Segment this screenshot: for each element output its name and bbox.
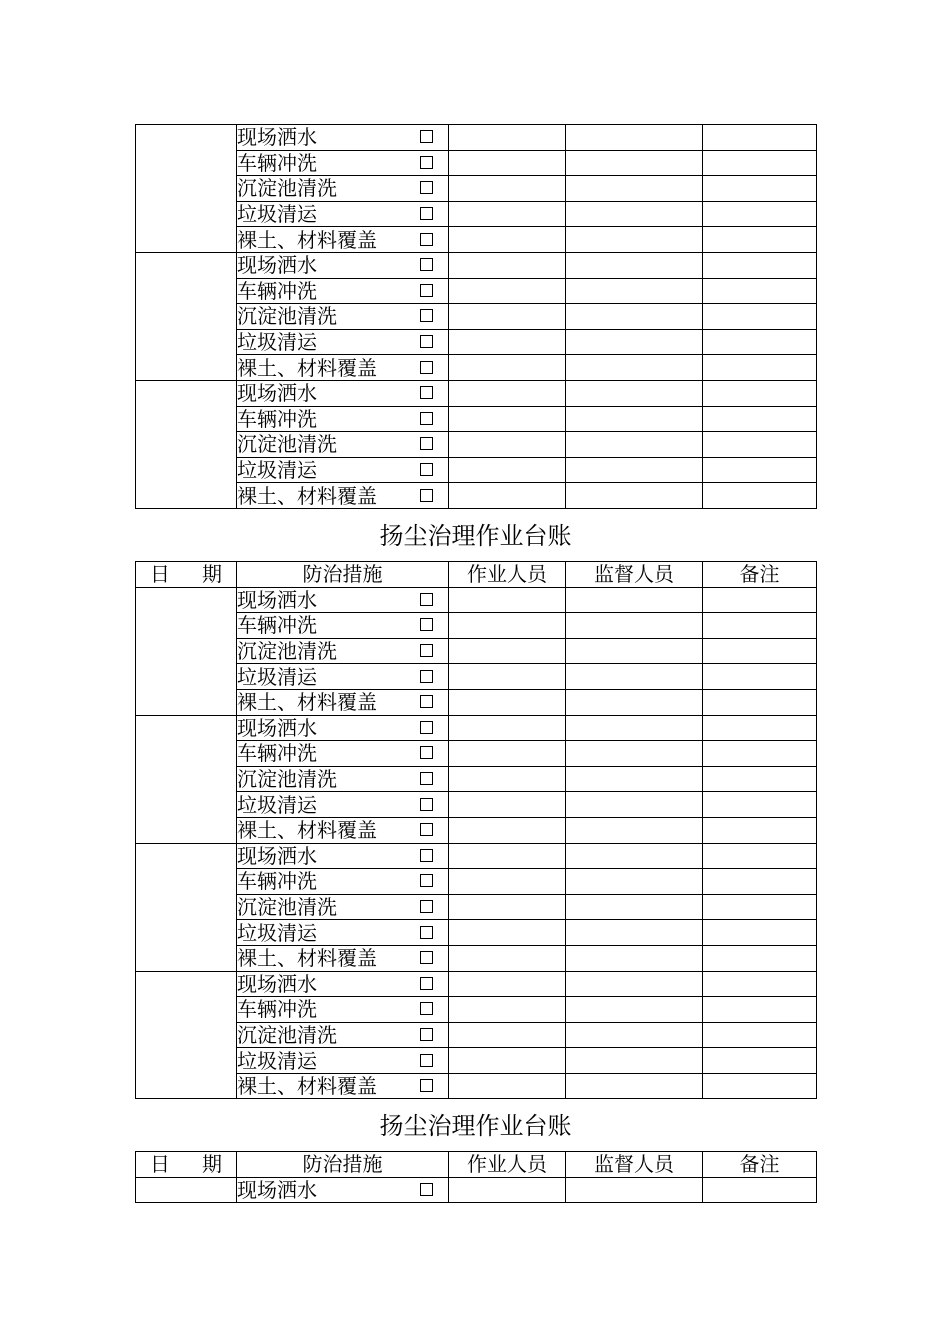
remark-cell[interactable] (703, 278, 817, 304)
operator-cell[interactable] (449, 227, 566, 253)
measure-label: 车辆冲洗 (237, 613, 317, 638)
checkbox[interactable] (420, 721, 433, 734)
supervisor-cell[interactable] (566, 483, 703, 509)
measure-label: 裸土、材料覆盖 (237, 1074, 377, 1099)
date-cell[interactable] (136, 380, 237, 508)
checkbox[interactable] (420, 1079, 433, 1092)
supervisor-cell[interactable] (566, 766, 703, 792)
date-cell[interactable] (136, 1177, 237, 1203)
remark-cell[interactable] (703, 689, 817, 715)
supervisor-cell[interactable] (566, 252, 703, 278)
measure-cell (237, 664, 449, 690)
table-row (136, 1177, 817, 1203)
supervisor-cell[interactable] (566, 1073, 703, 1099)
checkbox[interactable] (420, 977, 433, 990)
operator-cell[interactable] (449, 971, 566, 997)
remark-cell[interactable] (703, 638, 817, 664)
supervisor-cell[interactable] (566, 1177, 703, 1203)
table-row (136, 920, 817, 946)
table-row (136, 483, 817, 509)
date-cell[interactable] (136, 587, 237, 715)
supervisor-cell[interactable] (566, 406, 703, 432)
measure-label: 现场洒水 (237, 125, 317, 150)
operator-cell[interactable] (449, 150, 566, 176)
operator-cell[interactable] (449, 817, 566, 843)
ledger-title: 扬尘治理作业台账 (379, 1112, 572, 1140)
ledger-table-2 (135, 561, 817, 1099)
checkbox[interactable] (420, 1028, 433, 1041)
date-header: 日 期 (136, 1152, 237, 1178)
operator-cell[interactable] (449, 380, 566, 406)
measure-cell (237, 715, 449, 741)
supervisor-cell[interactable] (566, 715, 703, 741)
checkbox[interactable] (420, 412, 433, 425)
supervisor-cell[interactable] (566, 1048, 703, 1074)
checkbox[interactable] (420, 593, 433, 606)
table-row (136, 278, 817, 304)
operator-cell[interactable] (449, 664, 566, 690)
operator-cell[interactable] (449, 1022, 566, 1048)
measure-label: 车辆冲洗 (237, 741, 317, 766)
remark-cell[interactable] (703, 817, 817, 843)
measure-label: 裸土、材料覆盖 (237, 483, 377, 508)
supervisor-cell[interactable] (566, 150, 703, 176)
table-row (136, 125, 817, 151)
measure-cell (237, 432, 449, 458)
remark-cell[interactable] (703, 252, 817, 278)
checkbox[interactable] (420, 951, 433, 964)
table-row (136, 1073, 817, 1099)
measure-cell (237, 457, 449, 483)
operator-cell[interactable] (449, 1048, 566, 1074)
remark-cell[interactable] (703, 715, 817, 741)
measure-cell (237, 176, 449, 202)
measure-cell (237, 869, 449, 895)
supervisor-cell[interactable] (566, 638, 703, 664)
operator-cell[interactable] (449, 432, 566, 458)
measure-label: 沉淀池清洗 (237, 639, 337, 664)
supervisor-cell[interactable] (566, 920, 703, 946)
remark-cell[interactable] (703, 1073, 817, 1099)
table-row (136, 1022, 817, 1048)
remark-cell[interactable] (703, 432, 817, 458)
remark-cell[interactable] (703, 406, 817, 432)
checkbox[interactable] (420, 233, 433, 246)
supervisor-cell[interactable] (566, 1022, 703, 1048)
measure-label: 垃圾清运 (237, 792, 317, 817)
checkbox[interactable] (420, 618, 433, 631)
operator-cell[interactable] (449, 125, 566, 151)
date-cell[interactable] (136, 252, 237, 380)
operator-cell[interactable] (449, 355, 566, 381)
table-row (136, 869, 817, 895)
remark-cell[interactable] (703, 792, 817, 818)
table-row (136, 715, 817, 741)
remark-cell[interactable] (703, 664, 817, 690)
remark-cell[interactable] (703, 355, 817, 381)
operator-cell[interactable] (449, 613, 566, 639)
measure-label: 沉淀池清洗 (237, 176, 337, 201)
header-row (136, 562, 817, 588)
supervisor-cell[interactable] (566, 329, 703, 355)
operator-cell[interactable] (449, 406, 566, 432)
supervisor-cell[interactable] (566, 201, 703, 227)
operator-cell[interactable] (449, 483, 566, 509)
checkbox[interactable] (420, 489, 433, 502)
operator-cell[interactable] (449, 997, 566, 1023)
supervisor-cell[interactable] (566, 741, 703, 767)
remark-cell[interactable] (703, 125, 817, 151)
date-cell[interactable] (136, 125, 237, 253)
checkbox[interactable] (420, 644, 433, 657)
remark-cell[interactable] (703, 457, 817, 483)
measure-label: 车辆冲洗 (237, 406, 317, 431)
supervisor-cell[interactable] (566, 817, 703, 843)
operator-cell[interactable] (449, 689, 566, 715)
remark-cell[interactable] (703, 483, 817, 509)
measure-label: 垃圾清运 (237, 202, 317, 227)
measure-label: 裸土、材料覆盖 (237, 355, 377, 380)
ledger-body (136, 125, 817, 509)
measure-label: 车辆冲洗 (237, 869, 317, 894)
table-row (136, 638, 817, 664)
remark-cell[interactable] (703, 843, 817, 869)
supervisor-cell[interactable] (566, 125, 703, 151)
ledger-body (136, 587, 817, 1099)
measure-cell (237, 792, 449, 818)
operator-cell[interactable] (449, 766, 566, 792)
measure-cell (237, 201, 449, 227)
remark-cell[interactable] (703, 304, 817, 330)
table-row (136, 304, 817, 330)
operator-cell[interactable] (449, 201, 566, 227)
measure-label: 沉淀池清洗 (237, 1022, 337, 1047)
table-row (136, 766, 817, 792)
checkbox[interactable] (420, 900, 433, 913)
checkbox[interactable] (420, 926, 433, 939)
measure-label: 沉淀池清洗 (237, 767, 337, 792)
measure-cell (237, 278, 449, 304)
measure-label: 裸土、材料覆盖 (237, 946, 377, 971)
remark-cell[interactable] (703, 1022, 817, 1048)
table-row (136, 227, 817, 253)
checkbox[interactable] (420, 798, 433, 811)
checkbox[interactable] (420, 437, 433, 450)
measure-cell (237, 252, 449, 278)
table-row (136, 843, 817, 869)
checkbox[interactable] (420, 335, 433, 348)
remark-cell[interactable] (703, 741, 817, 767)
table-row (136, 329, 817, 355)
operator-cell[interactable] (449, 176, 566, 202)
measure-label: 沉淀池清洗 (237, 304, 337, 329)
measure-cell (237, 817, 449, 843)
measure-cell (237, 380, 449, 406)
supervisor-cell[interactable] (566, 664, 703, 690)
checkbox[interactable] (420, 772, 433, 785)
checkbox[interactable] (420, 695, 433, 708)
measure-cell (237, 945, 449, 971)
measure-label: 裸土、材料覆盖 (237, 227, 377, 252)
supervisor-cell[interactable] (566, 997, 703, 1023)
measure-cell (237, 741, 449, 767)
measure-cell (237, 125, 449, 151)
measure-label: 沉淀池清洗 (237, 895, 337, 920)
checkbox[interactable] (420, 284, 433, 297)
checkbox[interactable] (420, 849, 433, 862)
table-row (136, 201, 817, 227)
measure-cell (237, 766, 449, 792)
remark-cell[interactable] (703, 150, 817, 176)
table-row (136, 792, 817, 818)
table-row (136, 380, 817, 406)
table-row (136, 613, 817, 639)
checkbox[interactable] (420, 670, 433, 683)
measure-cell (237, 1048, 449, 1074)
remark-header: 备注 (703, 1152, 817, 1178)
operator-cell[interactable] (449, 252, 566, 278)
date-header: 日 期 (136, 562, 237, 588)
checkbox[interactable] (420, 258, 433, 271)
operator-cell[interactable] (449, 741, 566, 767)
ledger-table-3 (135, 1151, 817, 1203)
remark-cell[interactable] (703, 766, 817, 792)
measure-cell (237, 997, 449, 1023)
supervisor-cell[interactable] (566, 587, 703, 613)
measure-label: 现场洒水 (237, 715, 317, 740)
remark-cell[interactable] (703, 176, 817, 202)
operator-cell[interactable] (449, 638, 566, 664)
measure-cell (237, 1073, 449, 1099)
checkbox[interactable] (420, 309, 433, 322)
table-row (136, 971, 817, 997)
remark-cell[interactable] (703, 587, 817, 613)
supervisor-cell[interactable] (566, 380, 703, 406)
operator-cell[interactable] (449, 945, 566, 971)
checkbox[interactable] (420, 130, 433, 143)
table-row (136, 432, 817, 458)
operator-cell[interactable] (449, 278, 566, 304)
table-row (136, 664, 817, 690)
measure-label: 现场洒水 (237, 381, 317, 406)
ledger-body (136, 1177, 817, 1203)
operator-cell[interactable] (449, 457, 566, 483)
measure-label: 垃圾清运 (237, 1048, 317, 1073)
measure-label: 车辆冲洗 (237, 150, 317, 175)
remark-cell[interactable] (703, 920, 817, 946)
measure-cell (237, 304, 449, 330)
measure-cell (237, 1177, 449, 1203)
checkbox[interactable] (420, 386, 433, 399)
remark-cell[interactable] (703, 329, 817, 355)
checkbox[interactable] (420, 463, 433, 476)
operator-cell[interactable] (449, 843, 566, 869)
remark-cell[interactable] (703, 894, 817, 920)
operator-header: 作业人员 (449, 562, 566, 588)
measure-cell (237, 329, 449, 355)
remark-cell[interactable] (703, 1048, 817, 1074)
remark-cell[interactable] (703, 227, 817, 253)
supervisor-header: 监督人员 (566, 562, 703, 588)
supervisor-cell[interactable] (566, 971, 703, 997)
measure-label: 车辆冲洗 (237, 278, 317, 303)
date-cell[interactable] (136, 971, 237, 1099)
remark-cell[interactable] (703, 997, 817, 1023)
measure-label: 沉淀池清洗 (237, 432, 337, 457)
supervisor-header: 监督人员 (566, 1152, 703, 1178)
operator-cell[interactable] (449, 1177, 566, 1203)
remark-cell[interactable] (703, 971, 817, 997)
checkbox[interactable] (420, 1002, 433, 1015)
table-row (136, 176, 817, 202)
checkbox[interactable] (420, 207, 433, 220)
date-cell[interactable] (136, 715, 237, 843)
operator-cell[interactable] (449, 329, 566, 355)
remark-cell[interactable] (703, 613, 817, 639)
remark-cell[interactable] (703, 1177, 817, 1203)
operator-cell[interactable] (449, 869, 566, 895)
checkbox[interactable] (420, 156, 433, 169)
operator-cell[interactable] (449, 715, 566, 741)
measure-label: 现场洒水 (237, 843, 317, 868)
measure-cell (237, 227, 449, 253)
supervisor-cell[interactable] (566, 894, 703, 920)
measure-header: 防治措施 (237, 562, 449, 588)
ledger-title: 扬尘治理作业台账 (379, 522, 572, 550)
measure-cell (237, 587, 449, 613)
supervisor-cell[interactable] (566, 613, 703, 639)
remark-header: 备注 (703, 562, 817, 588)
table-row (136, 894, 817, 920)
table-row (136, 587, 817, 613)
ledger-table-1 (135, 124, 817, 509)
supervisor-cell[interactable] (566, 355, 703, 381)
table-row (136, 817, 817, 843)
measure-label: 现场洒水 (237, 1177, 317, 1202)
measure-cell (237, 150, 449, 176)
checkbox[interactable] (420, 361, 433, 374)
operator-cell[interactable] (449, 894, 566, 920)
table-row (136, 457, 817, 483)
measure-cell (237, 1022, 449, 1048)
measure-label: 现场洒水 (237, 971, 317, 996)
measure-label: 垃圾清运 (237, 458, 317, 483)
checkbox[interactable] (420, 823, 433, 836)
checkbox[interactable] (420, 181, 433, 194)
operator-cell[interactable] (449, 1073, 566, 1099)
table-row (136, 406, 817, 432)
table-row (136, 1048, 817, 1074)
operator-cell[interactable] (449, 792, 566, 818)
table-row (136, 150, 817, 176)
operator-header: 作业人员 (449, 1152, 566, 1178)
measure-cell (237, 355, 449, 381)
table-row (136, 945, 817, 971)
supervisor-cell[interactable] (566, 792, 703, 818)
supervisor-cell[interactable] (566, 869, 703, 895)
table-row (136, 997, 817, 1023)
measure-cell (237, 689, 449, 715)
measure-label: 现场洒水 (237, 587, 317, 612)
measure-label: 垃圾清运 (237, 330, 317, 355)
operator-cell[interactable] (449, 920, 566, 946)
measure-label: 垃圾清运 (237, 664, 317, 689)
table-row (136, 355, 817, 381)
remark-cell[interactable] (703, 201, 817, 227)
supervisor-cell[interactable] (566, 843, 703, 869)
supervisor-cell[interactable] (566, 945, 703, 971)
header-row (136, 1152, 817, 1178)
table-row (136, 741, 817, 767)
measure-label: 垃圾清运 (237, 920, 317, 945)
checkbox[interactable] (420, 746, 433, 759)
measure-cell (237, 406, 449, 432)
measure-cell (237, 894, 449, 920)
remark-cell[interactable] (703, 380, 817, 406)
supervisor-cell[interactable] (566, 278, 703, 304)
checkbox[interactable] (420, 874, 433, 887)
operator-cell[interactable] (449, 304, 566, 330)
measure-cell (237, 843, 449, 869)
supervisor-cell[interactable] (566, 176, 703, 202)
measure-cell (237, 638, 449, 664)
table-row (136, 689, 817, 715)
checkbox[interactable] (420, 1183, 433, 1196)
remark-cell[interactable] (703, 869, 817, 895)
measure-cell (237, 613, 449, 639)
date-cell[interactable] (136, 843, 237, 971)
supervisor-cell[interactable] (566, 689, 703, 715)
supervisor-cell[interactable] (566, 432, 703, 458)
measure-label: 裸土、材料覆盖 (237, 690, 377, 715)
supervisor-cell[interactable] (566, 227, 703, 253)
measure-cell (237, 483, 449, 509)
measure-cell (237, 971, 449, 997)
checkbox[interactable] (420, 1054, 433, 1067)
supervisor-cell[interactable] (566, 457, 703, 483)
supervisor-cell[interactable] (566, 304, 703, 330)
measure-label: 车辆冲洗 (237, 997, 317, 1022)
remark-cell[interactable] (703, 945, 817, 971)
measure-label: 现场洒水 (237, 253, 317, 278)
operator-cell[interactable] (449, 587, 566, 613)
measure-cell (237, 920, 449, 946)
measure-header: 防治措施 (237, 1152, 449, 1178)
table-row (136, 252, 817, 278)
measure-label: 裸土、材料覆盖 (237, 818, 377, 843)
